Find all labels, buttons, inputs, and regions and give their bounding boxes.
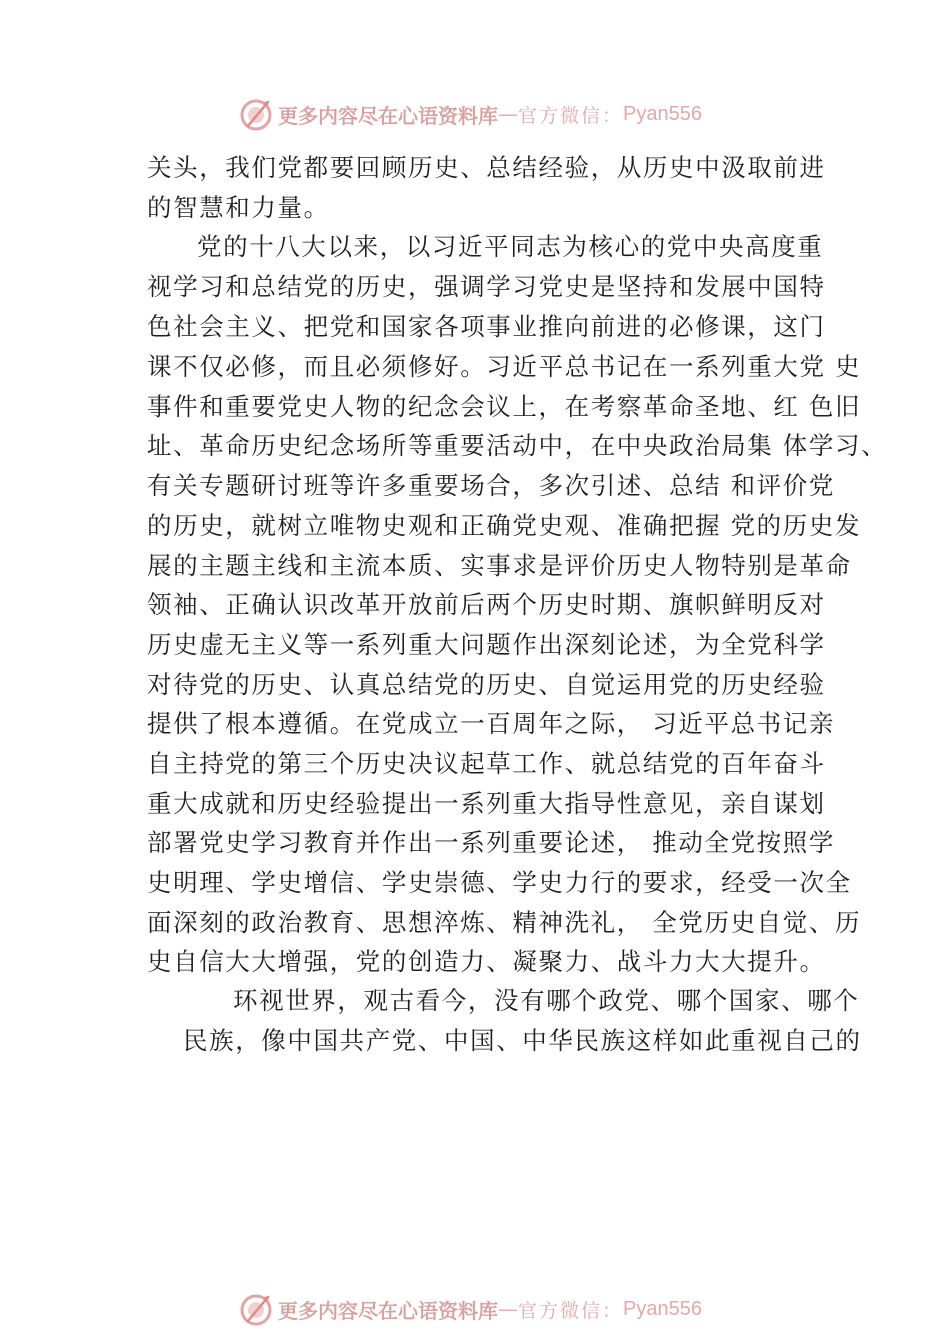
text-line: 色社会主义、把党和国家各项事业推向前进的必修课，这门 [147, 312, 826, 341]
header-watermark [238, 94, 702, 134]
text-line: 历史虚无主义等一系列重大问题作出深刻论述，为全党科学 [147, 630, 826, 659]
watermark-separator: — [498, 1297, 518, 1321]
text-line: 部署党史学习教育并作出一系列重要论述， 推动全党按照学 [147, 828, 835, 857]
text-line: 史明理、学史增信、学史崇德、学史力行的要求，经受一次全 [147, 868, 852, 897]
watermark-separator: — [498, 102, 518, 126]
text-line: 提供了根本遵循。在党成立一百周年之际， 习近平总书记亲 [147, 709, 835, 738]
text-line: 民族，像中国共产党、中国、中华民族这样如此重视自己的 [183, 1026, 862, 1055]
text-line: 有关专题研讨班等许多重要场合，多次引述、总结 和评价党 [147, 471, 835, 500]
text-line: 展的主题主线和主流本质、实事求是评价历史人物特别是革命 [147, 551, 852, 580]
text-line: 址、革命历史纪念场所等重要活动中，在中央政治局集 体学习、 [147, 431, 888, 460]
text-line: 的智慧和力量。 [147, 193, 330, 222]
text-line: 党的十八大以来，以习近平同志为核心的党中央高度重 [197, 232, 824, 261]
text-line: 自主持党的第三个历史决议起草工作、就总结党的百年奋斗 [147, 749, 826, 778]
text-line: 对待党的历史、认真总结党的历史、自觉运用党的历史经验 [147, 670, 826, 699]
text-line: 面深刻的政治教育、思想淬炼、精神洗礼， 全党历史自觉、历 [147, 908, 862, 937]
text-line: 课不仅必修，而且必须修好。习近平总书记在一系列重大党 史 [147, 352, 862, 381]
watermark-brand: 更多内容尽在心语资料库 [278, 103, 498, 128]
footer-watermark [238, 1289, 702, 1329]
text-line: 事件和重要党史人物的纪念会议上，在考察革命圣地、红 色旧 [147, 392, 862, 421]
logo-icon [238, 96, 274, 132]
text-line: 的历史，就树立唯物史观和正确党史观、准确把握 党的历史发 [147, 511, 862, 540]
text-line: 重大成就和历史经验提出一系列重大指导性意见，亲自谋划 [147, 789, 826, 818]
watermark-wechat-label: 官方微信： [518, 104, 624, 127]
text-line: 领袖、正确认识改革开放前后两个历史时期、旗帜鲜明反对 [147, 590, 826, 619]
text-line: 关头，我们党都要回顾历史、总结经验，从历史中汲取前进 [147, 153, 826, 182]
watermark-wechat-label: 官方微信： [518, 1299, 624, 1322]
watermark-wechat-id: Pyan556 [623, 102, 702, 125]
watermark-wechat-id: Pyan556 [623, 1297, 702, 1320]
text-line: 史自信大大增强，党的创造力、凝聚力、战斗力大大提升。 [147, 947, 826, 976]
text-line: 环视世界，观古看今，没有哪个政党、哪个国家、哪个 [233, 986, 860, 1015]
text-line: 视学习和总结党的历史，强调学习党史是坚持和发展中国特 [147, 272, 826, 301]
logo-icon [238, 1291, 274, 1327]
watermark-brand: 更多内容尽在心语资料库 [278, 1298, 498, 1323]
